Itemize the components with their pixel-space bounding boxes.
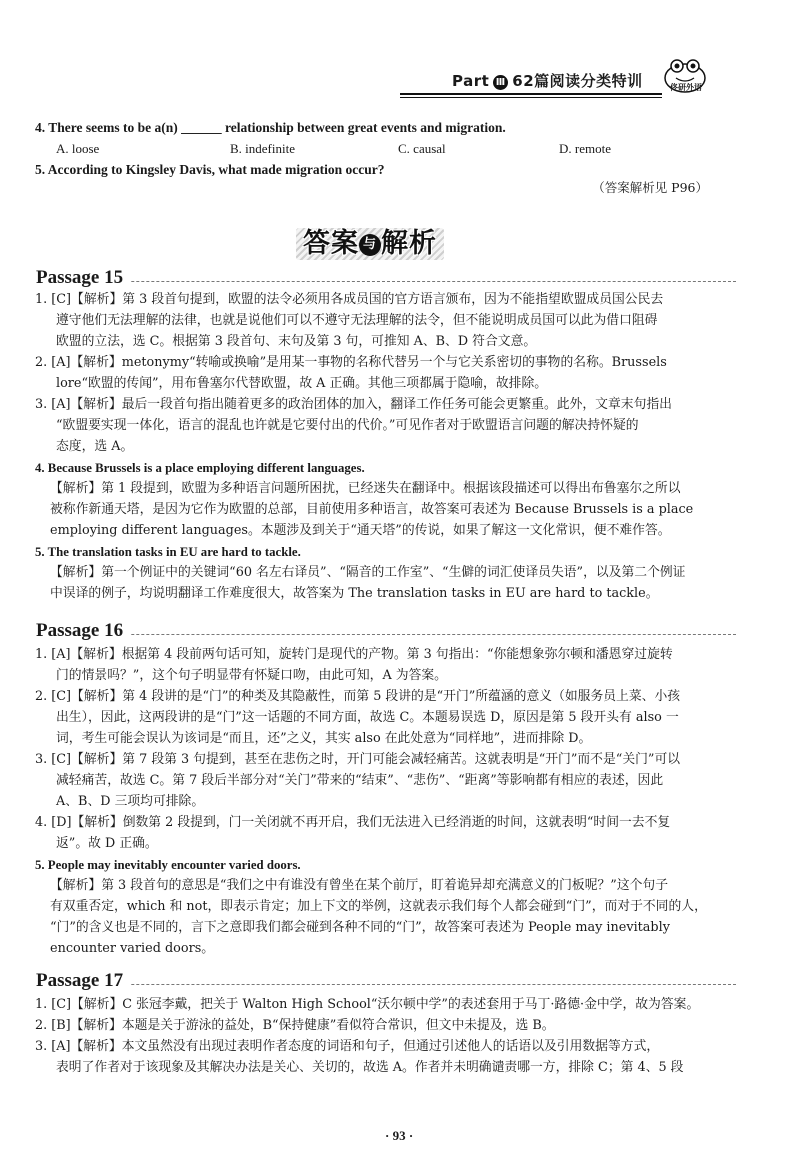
answer-line: 3. [A]【解析】本文虽然没有出现过表明作者态度的词语和句子，但通过引述他人的话语以及引用数据等方式，	[35, 1039, 660, 1054]
banner-title	[296, 224, 444, 264]
logo-caption: 佟研外语	[670, 83, 702, 92]
answer-line: 1. [C]【解析】第 3 段首句提到，欧盟的法令必须用各成员国的官方语言颁布，因为不能指望欧盟成员国公民去	[35, 292, 664, 307]
passage-15-heading	[36, 266, 736, 290]
answer-line: “欧盟要实现一体化，语言的混乱也许就是它要付出的代价。”可见作者对于欧盟语言问题的解决持怀疑的	[56, 418, 639, 433]
answer-line: A、B、D 三项均可排除。	[56, 794, 205, 809]
answer-line: 中误译的例子，均说明翻译工作难度很大，故答案为 The translation tasks in EU are hard to tackle。	[50, 586, 659, 601]
heading-leader	[36, 281, 736, 282]
answer-line: encounter varied doors。	[50, 941, 215, 956]
answer-line: employing different languages。本题涉及到关于“通天塔”的传说，如果了解这一文化常识，便不难作答。	[50, 523, 671, 538]
header-rule-thin	[400, 97, 662, 98]
answer-line: “门”的含义也是不同的，言下之意即我们都会碰到各种不同的“门”，故答案可表述为 People may inevitably	[50, 920, 670, 935]
answers-banner	[296, 224, 444, 264]
header-rule	[400, 93, 662, 95]
header-title: 62篇阅读分类特训	[512, 72, 643, 90]
answer-line: 【解析】第一个例证中的关键词“60 名左右译员”、“隔音的工作室”、“生僻的词汇使译员失语”，以及第二个例证	[50, 565, 686, 580]
answer-line: 门的情景吗？”，这个句子明显带有怀疑口吻，由此可知，A 为答案。	[56, 668, 447, 683]
answer-line: 欧盟的立法，选 C。根据第 3 段首句、末句及第 3 句，可推知 A、B、D 符合文意。	[56, 334, 537, 349]
q4-option-b: B. indefinite	[230, 141, 295, 156]
answer-line: 1. [A]【解析】根据第 4 段前两句话可知，旋转门是现代的产物。第 3 句指出：“你能想象弥尔顿和潘恩穿过旋转	[35, 647, 673, 662]
answer-line-bold: 4. Because Brussels is a place employing different languages.	[35, 461, 365, 475]
answer-line: 【解析】第 1 段提到，欧盟为多种语言问题所困扰，已经迷失在翻译中。根据该段描述可以得出布鲁塞尔之所以	[50, 481, 681, 496]
passage-16-heading	[36, 619, 736, 643]
answer-line: 4. [D]【解析】倒数第 2 段提到，门一关闭就不再开启，我们无法进入已经消逝的时间，这就表明“时间一去不复	[35, 815, 671, 830]
banner-right: 解析	[381, 228, 437, 259]
answer-line: 返”。故 D 正确。	[56, 836, 158, 851]
answer-line: 2. [C]【解析】第 4 段讲的是“门”的种类及其隐蔽性，而第 5 段讲的是“开门”所蕴涵的意义（如服务员上菜、小孩	[35, 689, 681, 704]
banner-mid: 与	[359, 234, 381, 256]
answer-line: 有双重否定，which 和 not，即表示肯定；加上下文的举例，这就表示我们每个人都会碰到“门”，而对于不同的人，	[50, 899, 707, 914]
answer-line: 2. [B]【解析】本题是关于游泳的益处，B“保持健康”看似符合常识，但文中未提及，选 B。	[35, 1018, 555, 1033]
page-number: · 93 ·	[385, 1128, 414, 1143]
answer-line: 减轻痛苦，故选 C。第 7 段后半部分对“关门”带来的“结束”、“悲伤”、“距离”等影响都有相应的表述，因此	[56, 773, 664, 788]
question-4: 4. There seems to be a(n) ______ relationship between great events and migration.	[35, 120, 506, 135]
answer-line-bold: 5. The translation tasks in EU are hard to tackle.	[35, 545, 301, 559]
answer-line: 表明了作者对于该现象及其解决办法是关心、关切的，故选 A。作者并未明确谴责哪一方，排除 C；第 4、5 段	[56, 1060, 684, 1075]
answer-line-bold: 5. People may inevitably encounter varied doors.	[35, 858, 301, 872]
answer-line: 出生），因此，这两段讲的是“门”这一话题的不同方面，故选 C。本题易误选 D，原因是第 5 段开头有 also 一	[56, 710, 679, 725]
running-header	[452, 70, 643, 91]
question-5: 5. According to Kingsley Davis, what made migration occur?	[35, 162, 385, 177]
passage-17-heading	[36, 969, 736, 993]
answer-line: 1. [C]【解析】C 张冠李戴，把关于 Walton High School“沃尔顿中学”的表述套用于马丁·路德·金中学，故为答案。	[35, 997, 700, 1012]
q4-option-d: D. remote	[559, 141, 611, 156]
banner-left: 答案	[303, 228, 359, 259]
passage-title: Passage 16	[36, 619, 131, 643]
answer-line: 2. [A]【解析】metonymy“转喻或换喻”是用某一事物的名称代替另一个与它关系密切的事物的名称。Brussels	[35, 355, 667, 370]
q4-option-a: A. loose	[56, 141, 100, 156]
answer-line: 【解析】第 3 段首句的意思是“我们之中有谁没有曾坐在某个前厅，盯着诡异却充满意义的门板呢？”这个句子	[50, 878, 669, 893]
answer-line: lore“欧盟的传闻”，用布鲁塞尔代替欧盟，故 A 正确。其他三项都属于隐喻，故排除。	[56, 376, 548, 391]
answer-reference: （答案解析见 P96）	[592, 180, 708, 195]
heading-leader	[36, 634, 736, 635]
part-numeral-badge: Ⅲ	[493, 75, 508, 90]
header-part: Part	[452, 72, 490, 90]
heading-leader	[36, 984, 736, 985]
answer-line: 被称作新通天塔，是因为它作为欧盟的总部，目前使用多种语言，故答案可表述为 Because Brussels is a place	[50, 502, 694, 517]
answer-line: 3. [C]【解析】第 7 段第 3 句提到，甚至在悲伤之时，开门可能会减轻痛苦。这就表明是“开门”而不是“关门”可以	[35, 752, 681, 767]
answer-line: 态度，选 A。	[56, 439, 134, 454]
passage-title: Passage 17	[36, 969, 131, 993]
answer-line: 遵守他们无法理解的法律，也就是说他们可以不遵守无法理解的法令，但不能说明成员国可以此为借口阻碍	[56, 313, 658, 328]
q4-option-c: C. causal	[398, 141, 446, 156]
answer-line: 3. [A]【解析】最后一段首句指出随着更多的政治团体的加入，翻译工作任务可能会更繁重。此外，文章末句指出	[35, 397, 672, 412]
answer-line: 词，考生可能会误认为该词是“而且，还”之义，其实 also 在此处意为“同样地”，进而排除 D。	[56, 731, 592, 746]
passage-title: Passage 15	[36, 266, 131, 290]
